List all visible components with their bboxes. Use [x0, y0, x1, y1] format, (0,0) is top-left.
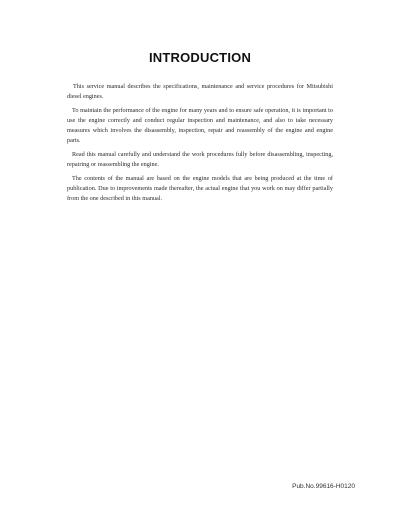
paragraph-purpose: This service manual describes the specifications, maintenance and service procedures for Mitsubishi diesel engines.	[67, 83, 333, 101]
page-title: INTRODUCTION	[148, 50, 252, 65]
paragraph-contents: The contents of the manual are based on the engine models that are being produced at the time of publication. Due to improvements made thereafter, the actual engine that you work on may differ partially from the one described in this manual.	[67, 174, 333, 203]
paragraph-maintenance: To maintain the performance of the engine for many years and to ensure safe operation, it is important to use the engine correctly and conduct regular inspection and maintenance, and also to take necessary measures which involves the disassembly, inspection, repair and reassembly of the engine and engine parts.	[67, 106, 333, 145]
publication-number: Pub.No.99616-H0120	[292, 483, 355, 490]
paragraph-read-manual: Read this manual carefully and understand the work procedures fully before disassembling, inspecting, repairing or reassembling the engine.	[67, 151, 333, 169]
introduction-body	[67, 82, 333, 208]
